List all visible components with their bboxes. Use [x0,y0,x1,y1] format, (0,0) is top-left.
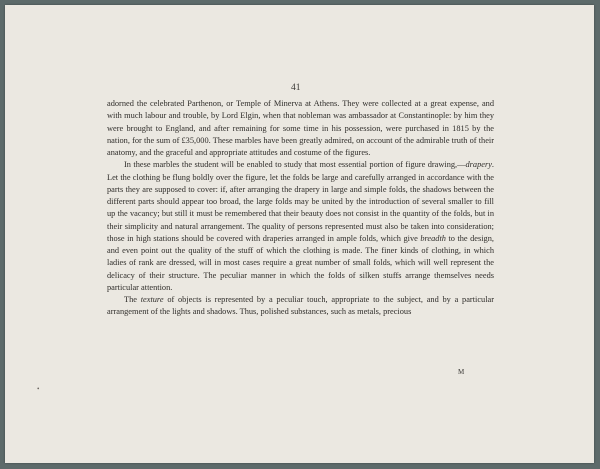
drapery-term: drapery [465,160,492,170]
paragraph-texture [107,294,494,319]
signature-mark: M [458,368,465,376]
page-number: 41 [291,83,301,93]
texture-intro: The [124,295,141,304]
drapery-body-end: to the design, and even point out the quality of the stuff of which the clothing is made. The finer kinds of clothing, in which ladies of rank are dressed, will in most cases require a great number of small folds, which will well represent the delicacy of their structure. The peculiar manner in which the folds of silken stuffs arrange themselves needs particular attention. [107,233,494,292]
book-page [5,5,594,463]
paragraph-elgin-marbles: adorned the celebrated Parthenon, or Temple of Minerva at Athens. They were collected at a great expense, and with much labour and trouble, by Lord Elgin, when that nobleman was ambassador at Constantinople: by him they were brought to England, and after remaining for some time in his possession, were purchased in 1815 by the nation, for the sum of £35,000. These marbles have been greatly admired, on account of the admirable truth of their anatomy, and the graceful and appropriate attitudes and costume of the figures. [107,99,494,157]
paragraph-drapery [107,159,494,294]
breadth-term: breadth [420,233,446,243]
texture-body: of objects is represented by a peculiar touch, appropriate to the subject, and by a particular arrangement of the lights and shadows. Thus, polished substances, such as metals, precious [107,295,495,317]
body-text [107,98,494,319]
texture-term: texture [140,295,164,304]
drapery-intro: In these marbles the student will be enabled to study that most essential portion of figure drawing,— [124,160,466,170]
page-speck: • [37,385,40,393]
drapery-body: . Let the clothing be flung boldly over the figure, let the folds be large and carefully arranged in accordance with the parts they are supposed to cover: if, after arranging the drapery in large and simple folds, the shadows between the different parts should appear too broad, the large folds may be united by the introduction of several smaller to fill up the vacancy; but still it must be remembered that their beauty does not consist in the quantity of the folds, but in their simplicity and natural arrangement. The quality of persons represented must also be taken into consideration; those in high stations should be covered with draperies arranged in ample folds, which give [107,160,494,243]
